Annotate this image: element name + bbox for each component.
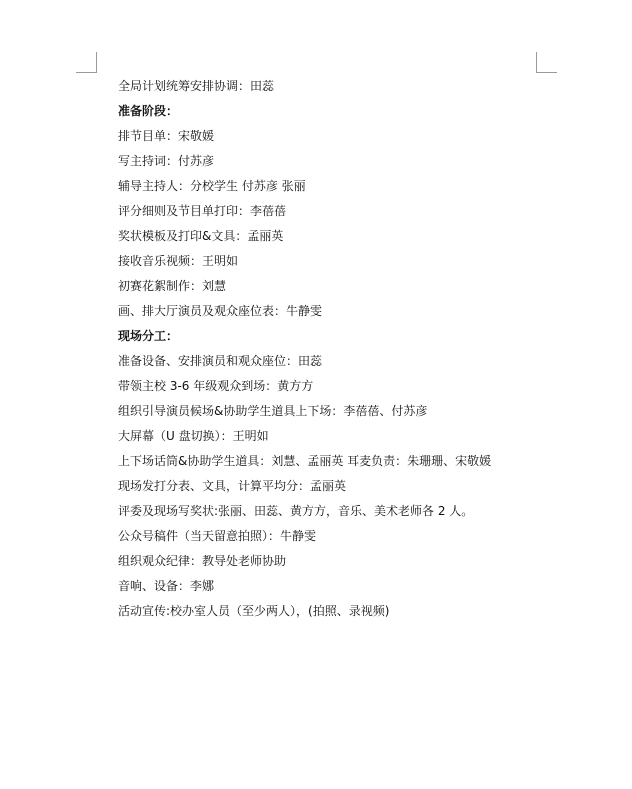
top-right-crop-mark [536, 52, 557, 73]
top-left-crop-mark [76, 52, 97, 73]
text-line: 带领主校 3-6 年级观众到场：黄方方 [118, 379, 314, 393]
text-line: 大屏幕（U 盘切换）：王明如 [118, 429, 269, 443]
text-line: 评分细则及节目单打印：李蓓蓓 [118, 204, 287, 218]
text-line: 画、排大厅演员及观众座位表：牛静雯 [118, 304, 323, 318]
text-line: 准备设备、安排演员和观众座位：田蕊 [118, 354, 323, 368]
text-line: 上下场话筒&协助学生道具：刘慧、孟丽英 耳麦负责：朱珊珊、宋敬媛 [118, 454, 492, 468]
text-line: 初赛花絮制作：刘慧 [118, 279, 227, 293]
section-heading: 现场分工： [118, 329, 179, 343]
text-line: 组织引导演员候场&协助学生道具上下场：李蓓蓓、付苏彦 [118, 404, 428, 418]
text-line: 奖状模板及打印&文具：孟丽英 [118, 229, 284, 243]
text-line: 公众号稿件（当天留意拍照）：牛静雯 [118, 529, 317, 543]
text-line: 音响、设备：李娜 [118, 579, 215, 593]
text-line: 评委及现场写奖状:张丽、田蕊、黄方方，音乐、美术老师各 2 人。 [118, 504, 474, 518]
text-line: 写主持词：付苏彦 [118, 154, 215, 168]
text-line: 接收音乐视频：王明如 [118, 254, 239, 268]
text-line: 排节目单：宋敬媛 [118, 129, 215, 143]
text-line: 活动宣传:校办室人员（至少两人），(拍照、录视频) [118, 604, 390, 618]
text-line: 全局计划统筹安排协调：田蕊 [118, 79, 275, 93]
section-heading: 准备阶段： [118, 104, 179, 118]
text-line: 组织观众纪律：教导处老师协助 [118, 554, 287, 568]
text-line: 现场发打分表、文具，计算平均分：孟丽英 [118, 479, 347, 493]
document-body [118, 74, 578, 624]
text-line: 辅导主持人：分校学生 付苏彦 张丽 [118, 179, 306, 193]
